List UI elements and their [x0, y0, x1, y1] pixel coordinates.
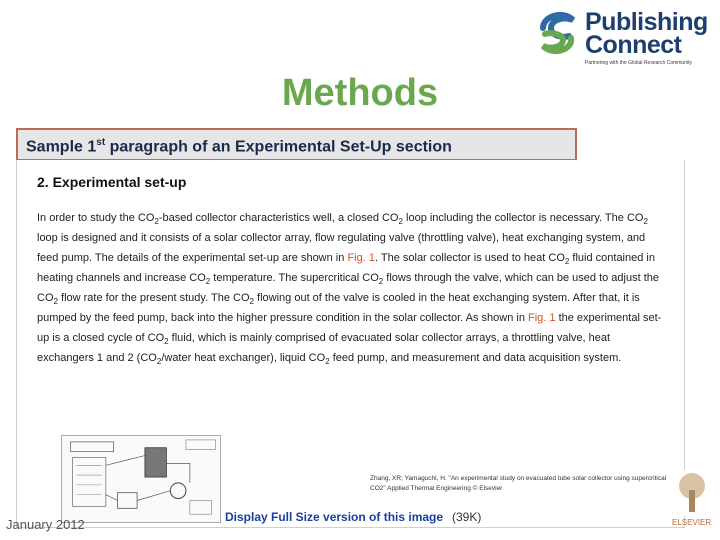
logo-tagline: Partnering with the Global Research Community — [585, 60, 692, 66]
publishing-connect-logo — [533, 6, 715, 66]
figure-thumbnail[interactable] — [61, 435, 221, 523]
fig1-link-2[interactable]: Fig. 1 — [528, 312, 556, 324]
image-citation: Zhang, XR; Yamaguchi, H. "An experimental study on evacuated tube solar collector using supercritical CO2" Applied Thermal Engineering © Elsevier — [370, 475, 667, 492]
image-file-size: (39K) — [452, 510, 482, 524]
article-excerpt — [16, 160, 685, 528]
section-heading: 2. Experimental set-up — [37, 174, 187, 190]
publisher-name: ELSEVIER — [672, 518, 712, 527]
experimental-paragraph: In order to study the $CO_2$-based collector characteristics well, a closed $CO_2$ loop including the collector is necessary. The $CO_2$ loop is designed and it consists of a solar collector array, flow regulating valve (throttling valve), heat exchanging system, and feed pump. The details of the experimental set-up are shown in Fig. 1. The solar collector is used to heat $CO_2$ fluid contained in heating channels and increase $CO_2$ temperature. The supercritical $CO_2$ flows through the valve, which can be used to adjust the $CO_2$ flow rate for the present study. The $CO_2$ flowing out of the valve is cooled in the heat exchanging system. After that, it is pumped by the feed pump, back into the higher pressure condition in the solar collector. As shown in Fig. 1 the experimental set-up is a closed cycle of $CO_2$ fluid, which is mainly comprised of evacuated solar collector arrays, a throttling valve, heat exchangers 1 and 2 ($CO_2$/water heat exchanger), liquid $CO_2$ feed pump, and measurement and data acquisition system. — [37, 212, 662, 366]
fig1-link[interactable]: Fig. 1 — [347, 252, 375, 264]
logo-text-connect: Connect — [585, 31, 682, 59]
logo-text-publishing: Publishing — [585, 8, 708, 36]
slide-title: Methods — [281, 72, 439, 114]
slide-date: January 2012 — [6, 517, 85, 532]
subtitle-bar — [16, 128, 577, 161]
swirl-logo-icon — [533, 8, 583, 58]
display-full-size-link[interactable]: Display Full Size version of this image — [225, 510, 444, 524]
subtitle-text: Sample 1st paragraph of an Experimental Set-Up section — [26, 137, 452, 156]
